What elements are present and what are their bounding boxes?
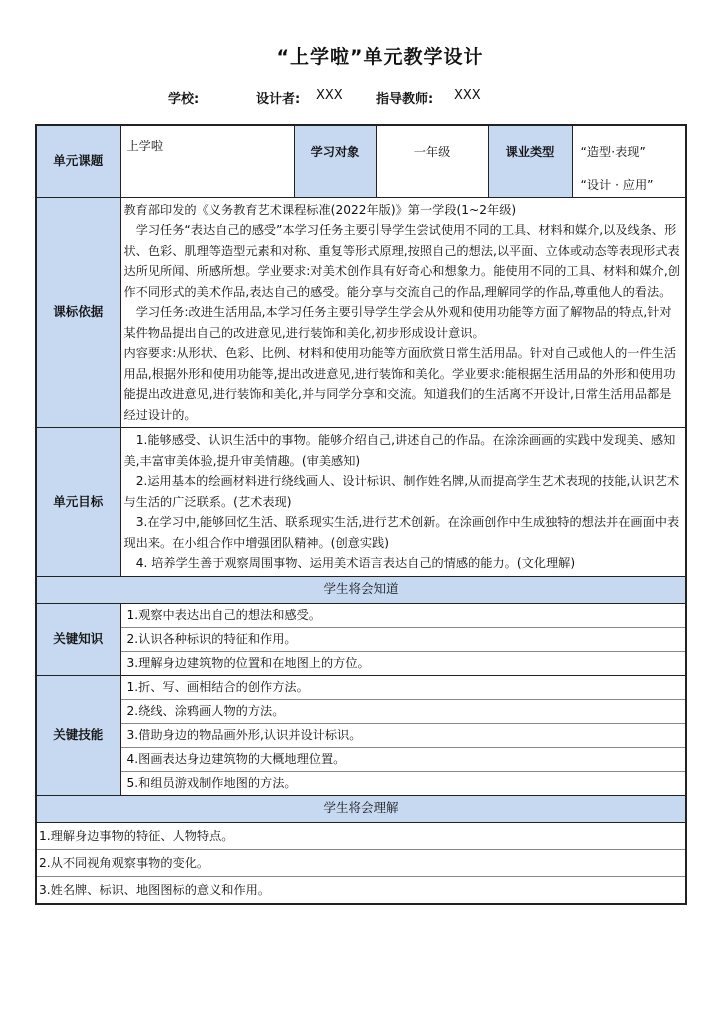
goals-label: 单元目标 bbox=[36, 428, 120, 577]
goal-item: 2.运用基本的绘画材料进行绕线画人、设计标识、制作姓名牌,从而提高学生艺术表现的技能,认识艺术与生活的广泛联系。(艺术表现) bbox=[123, 474, 680, 509]
audience-label-cell bbox=[294, 125, 376, 197]
course-type-label-cell bbox=[488, 125, 572, 197]
knowledge-item: 3.理解身边建筑物的位置和在地图上的方位。 bbox=[126, 655, 370, 670]
key-skills-row bbox=[36, 675, 686, 795]
unit-topic-value-cell bbox=[120, 125, 294, 197]
design-table bbox=[35, 124, 687, 905]
audience-label: 学习对象 bbox=[310, 145, 360, 159]
understand-item: 1.理解身边事物的特征、人物特点。 bbox=[37, 823, 685, 850]
designer-value: XXX bbox=[316, 88, 343, 103]
know-section-title: 学生将会知道 bbox=[36, 576, 686, 603]
designer-label: 设计者: bbox=[256, 92, 301, 107]
understand-section-row bbox=[36, 795, 686, 822]
info-row bbox=[36, 125, 686, 197]
goal-item: 3.在学习中,能够回忆生活、联系现实生活,进行艺术创新。在涂画创作中生成独特的想法并在画面中表现出来。在小组合作中增强团队精神。(创意实践) bbox=[123, 515, 680, 550]
knowledge-item: 2.认识各种标识的特征和作用。 bbox=[121, 628, 686, 652]
curriculum-label: 课标依据 bbox=[36, 197, 120, 428]
understand-content-row bbox=[36, 822, 686, 904]
course-type-value-2: “设计 · 应用” bbox=[580, 177, 654, 192]
course-type-value-cell bbox=[572, 125, 686, 197]
curriculum-paragraph: 学习任务“表达自己的感受”本学习任务主要引导学生尝试使用不同的工具、材料和媒介,以及线条、形状、色彩、肌理等造型元素和对称、重复等形式原理,按照自己的想法,以平面、立体或动态等表现形式表达所见所闻、所感所想。学业要求:对美术创作具有好奇心和想象力。能使用不同的工具、材料和媒介,创作不同形式的美术作品,表达自己的感受。能分享与交流自己的作品,理解同学的作品,尊重他人的看法。 bbox=[123, 223, 680, 299]
understand-content bbox=[36, 822, 686, 904]
skill-item: 5.和组员游戏制作地图的方法。 bbox=[126, 775, 297, 790]
skill-item: 4.图画表达身边建筑物的大概地理位置。 bbox=[121, 748, 686, 772]
audience-value-cell bbox=[376, 125, 488, 197]
unit-topic-label: 单元课题 bbox=[36, 125, 120, 197]
understand-item: 2.从不同视角观察事物的变化。 bbox=[37, 850, 685, 877]
unit-topic-value: 上学啦 bbox=[126, 139, 164, 153]
skill-item: 2.绕线、涂鸦画人物的方法。 bbox=[121, 700, 686, 724]
curriculum-row bbox=[36, 197, 686, 428]
curriculum-paragraph: 学习任务:改进生活用品,本学习任务主要引导学生学会从外观和使用功能等方面了解物品的特点,针对某件物品提出自己的改进意见,进行装饰和美化,初步形成设计意识。 bbox=[123, 305, 672, 340]
curriculum-content bbox=[120, 197, 686, 428]
audience-value: 一年级 bbox=[413, 145, 451, 159]
key-knowledge-row bbox=[36, 603, 686, 675]
goals-content bbox=[120, 428, 686, 577]
advisor-value: XXX bbox=[454, 88, 481, 103]
knowledge-item: 1.观察中表达出自己的想法和感受。 bbox=[121, 604, 686, 628]
skill-item: 1.折、写、画相结合的创作方法。 bbox=[121, 676, 686, 700]
know-section-row bbox=[36, 576, 686, 603]
understand-section-title: 学生将会理解 bbox=[36, 795, 686, 822]
understand-item: 3.姓名牌、标识、地图图标的意义和作用。 bbox=[39, 882, 271, 897]
goal-item: 1.能够感受、认识生活中的事物。能够介绍自己,讲述自己的作品。在涂涂画画的实践中发现美、感知美,丰富审美体验,提升审美情趣。(审美感知) bbox=[123, 433, 676, 468]
school-label: 学校: bbox=[168, 92, 200, 107]
goals-row bbox=[36, 428, 686, 577]
course-type-label: 课业类型 bbox=[505, 145, 555, 159]
key-skills-label: 关键技能 bbox=[36, 675, 120, 795]
curriculum-paragraph: 教育部印发的《义务教育艺术课程标准(2022年版)》第一学段(1~2年级) bbox=[123, 202, 517, 217]
curriculum-paragraph: 内容要求:从形状、色彩、比例、材料和使用功能等方面欣赏日常生活用品。针对自己或他人的一件生活用品,根据外形和使用功能等,提出改进意见,进行装饰和美化。学业要求:能根据生活用品的外形和使用功能提出改进意见,进行装饰和美化,并与同学分享和交流。知道我们的生活离不开设计,日常生活用品都是经过设计的。 bbox=[123, 346, 677, 422]
key-skills-content bbox=[120, 675, 686, 795]
key-knowledge-content bbox=[120, 603, 686, 675]
key-knowledge-label: 关键知识 bbox=[36, 603, 120, 675]
course-type-value-1: “造型·表现” bbox=[580, 145, 646, 159]
document-title: “上学啦”单元教学设计 bbox=[276, 46, 484, 68]
advisor-label: 指导教师: bbox=[376, 92, 434, 107]
skill-item: 3.借助身边的物品画外形,认识并设计标识。 bbox=[121, 724, 686, 748]
goal-item: 4. 培养学生善于观察周围事物、运用美术语言表达自己的情感的能力。(文化理解) bbox=[135, 556, 576, 570]
